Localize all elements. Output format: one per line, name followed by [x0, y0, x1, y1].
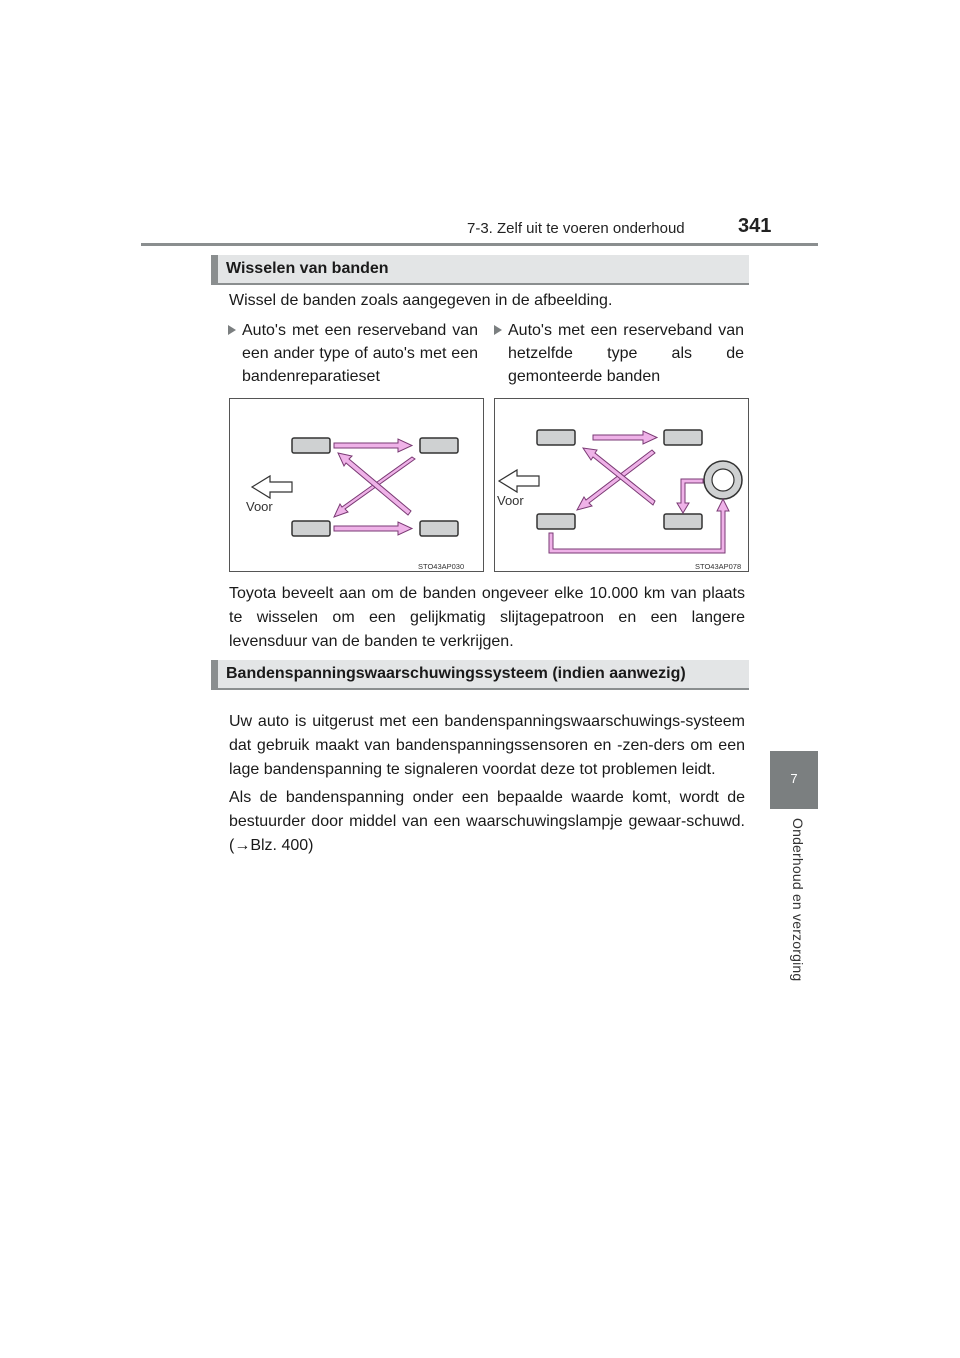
page-number: 341 — [738, 215, 772, 237]
header-section-title: 7-3. Zelf uit te voeren onderhoud — [467, 220, 685, 237]
bullet-triangle-icon — [494, 325, 502, 335]
tire-front-left — [537, 430, 575, 445]
rotation-figure-5-tire — [494, 398, 749, 572]
section-heading-text: Wisselen van banden — [226, 260, 389, 277]
tire-front-left — [292, 438, 330, 453]
bullet-different-spare — [228, 319, 478, 388]
chapter-number: 7 — [790, 771, 798, 786]
tire-front-right — [664, 430, 702, 445]
figure-code: STO43AP078 — [695, 562, 742, 571]
spare-tire-icon — [704, 461, 742, 499]
tire-rear-right — [664, 514, 702, 529]
section-heading-tpws — [211, 660, 749, 690]
tire-rear-left — [292, 521, 330, 536]
figure-code: STO43AP030 — [418, 562, 465, 571]
rotation-figure-4-tire — [229, 398, 484, 572]
header-rule — [141, 243, 818, 246]
front-direction-arrow-icon — [499, 470, 539, 492]
bullet-text: Auto's met een reserveband van hetzelfde type als de gemonteerde banden — [508, 322, 744, 385]
section-heading-rotation — [211, 255, 749, 285]
rotation-recommendation: Toyota beveelt aan om de banden ongeveer elke 10.000 km van plaats te wisselen om een gelijkmatig slijtagepatroon en een langere levensduur van de banden te verkrijgen. — [229, 585, 745, 650]
bullet-triangle-icon — [228, 325, 236, 335]
front-direction-arrow-icon — [252, 476, 292, 498]
tire-rear-left — [537, 514, 575, 529]
rotation-arrows — [334, 439, 415, 535]
tire-rear-right — [420, 521, 458, 536]
tpws-paragraph-1: Uw auto is uitgerust met een bandenspanningswaarschuwings-systeem dat gebruik maakt van bandenspanningssensoren en -zen-ders om een lage bandenspanning te signaleren voordat deze tot problemen leidt. — [229, 713, 745, 778]
rotation-intro: Wissel de banden zoals aangegeven in de afbeelding. — [229, 292, 613, 309]
direction-label: Voor — [246, 499, 273, 514]
chapter-title: Onderhoud en verzorging — [790, 818, 806, 982]
bullet-same-spare — [494, 319, 744, 388]
tpws-paragraph-2: Als de bandenspanning onder een bepaalde waarde komt, wordt de bestuurder door middel van een waarschuwingslampje gewaar-schuwd. (→Blz. 400) — [229, 789, 745, 854]
direction-label: Voor — [497, 493, 524, 508]
chapter-tab[interactable] — [770, 751, 818, 809]
section-heading-text: Bandenspanningswaarschuwingssysteem (indien aanwezig) — [226, 665, 686, 682]
rotation-arrows — [549, 431, 729, 553]
bullet-text: Auto's met een reserveband van een ander type of auto's met een bandenreparatieset — [242, 322, 478, 385]
tire-front-right — [420, 438, 458, 453]
